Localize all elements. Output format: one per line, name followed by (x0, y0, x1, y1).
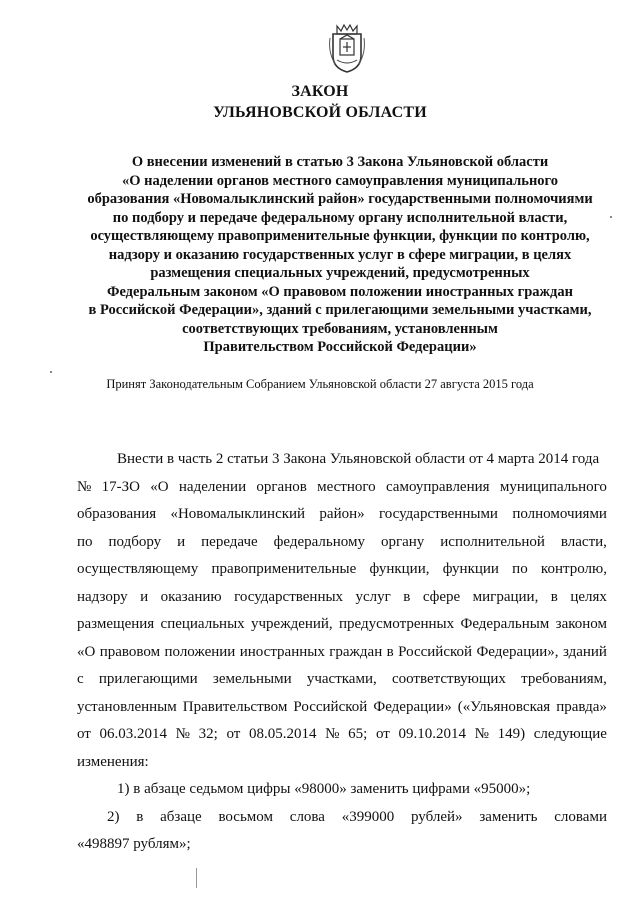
law-heading (60, 153, 620, 357)
body-word: осуществляющему (77, 561, 199, 577)
body-word: 09.10.2014 (398, 726, 466, 742)
body-word: от (375, 726, 390, 742)
body-word: 2) (107, 808, 120, 825)
body-word: власти, (560, 533, 607, 550)
body-word: подбору (108, 533, 162, 550)
scan-mark (196, 868, 197, 888)
body-line (77, 446, 607, 474)
body-word: от (226, 726, 241, 742)
body-line (77, 639, 607, 667)
body-word: в (136, 808, 144, 825)
body-line (77, 831, 607, 859)
body-line (77, 721, 607, 749)
body-line (77, 501, 607, 529)
body-word: в (386, 643, 394, 660)
body-word: местного (317, 478, 376, 495)
body-line (77, 529, 607, 557)
body-line (77, 556, 607, 584)
heading-line: Правительством Российской Федерации» (203, 339, 477, 355)
body-word: предусмотренных (339, 616, 455, 632)
body-word: граждан (329, 643, 383, 660)
body-word: федеральному (273, 533, 365, 550)
body-word: 17-ЗО (101, 478, 140, 495)
body-word: Федерации», (476, 643, 559, 660)
body-word: контролю, (540, 561, 607, 577)
body-word: 1) в абзаце седьмом цифры «98000» заменить цифрами «95000»; (117, 781, 531, 797)
body-word: правоприменительные (211, 561, 357, 577)
body-word: район» (319, 506, 365, 522)
body-word: по (77, 533, 93, 550)
body-line (77, 804, 607, 832)
body-word: от (77, 726, 91, 742)
body-word: № (77, 478, 92, 495)
body-word: Российской (293, 698, 368, 715)
body-word: № (474, 726, 489, 742)
body-word: словами (554, 808, 607, 825)
body-word: следующие (533, 726, 607, 742)
body-word: рублей» (411, 808, 463, 825)
scan-speck (50, 371, 52, 373)
body-word: размещения (77, 616, 155, 632)
body-word: с (77, 671, 84, 687)
body-line (77, 666, 607, 694)
body-word: 08.05.2014 (248, 726, 317, 742)
heading-line: О внесении изменений в статью 3 Закона Ульяновской области (131, 154, 549, 170)
law-body (77, 446, 607, 859)
body-word: учреждений, (251, 616, 333, 632)
body-word: заменить (479, 808, 538, 825)
body-word: «О (150, 478, 169, 495)
ulyanovsk-coat-of-arms-icon (327, 22, 367, 74)
heading-line: размещения специальных учреждений, предусмотренных (150, 265, 530, 281)
body-word: № (175, 726, 190, 742)
body-word: 32; (198, 726, 218, 742)
body-word: «О (77, 643, 96, 660)
heading-line: Федеральным законом «О правовом положении иностранных граждан (106, 283, 573, 300)
body-word: («Ульяновская (457, 698, 551, 715)
body-word: миграции, (472, 588, 539, 605)
body-word: в (550, 588, 558, 605)
body-word: установленным (77, 698, 177, 715)
body-word: № (325, 726, 340, 742)
body-word: специальных (160, 616, 245, 632)
body-word: Внести в часть 2 статьи 3 Закона Ульяновской области от 4 марта 2014 года (117, 451, 600, 467)
body-word: и (140, 588, 149, 605)
body-word: в (403, 588, 411, 605)
body-word: государственных (234, 588, 344, 605)
body-word: «Новомалыклинский (170, 506, 306, 522)
body-word: Правительством (182, 698, 288, 715)
body-line (77, 776, 607, 804)
body-word: и (177, 533, 186, 550)
body-word: органу (380, 533, 425, 550)
body-word: 06.03.2014 (99, 726, 168, 742)
body-word: органов (256, 478, 307, 495)
body-line (77, 611, 607, 639)
body-word: услуг (355, 588, 391, 605)
body-word: оказанию (160, 588, 222, 605)
body-line (77, 584, 607, 612)
body-word: Федерации» (373, 698, 452, 715)
body-word: государственными (378, 506, 498, 522)
heading-line: соответствующих требованиям, установленным (182, 320, 498, 337)
body-word: полномочиями (512, 506, 607, 522)
body-word: наделении (178, 478, 247, 495)
heading-line: в Российской Федерации», зданий с прилегающими земельными участками, (88, 302, 592, 318)
body-word: изменения: (77, 753, 149, 770)
heading-line: образования «Новомалыклинский район» государственными полномочиями (87, 191, 593, 207)
body-word: абзаце (160, 808, 202, 825)
body-word: 149) (497, 726, 526, 742)
body-word: соответствующих (391, 671, 506, 687)
body-word: целях (570, 588, 607, 605)
body-word: «498897 рублям»; (77, 836, 191, 852)
body-word: прилегающими (98, 671, 198, 687)
body-word: 65; (348, 726, 368, 742)
scan-speck (610, 216, 612, 218)
document-region: УЛЬЯНОВСКОЙ ОБЛАСТИ (213, 104, 427, 121)
body-word: земельными (212, 671, 292, 687)
body-word: законом (555, 616, 607, 632)
body-word: исполнительной (440, 533, 545, 550)
body-word: муниципального (499, 478, 607, 495)
body-word: передаче (201, 533, 258, 550)
body-word: функции, (369, 561, 430, 577)
body-word: слова (289, 808, 325, 825)
heading-line: по подбору и передаче федеральному органу исполнительной власти, (112, 209, 568, 226)
body-word: участками, (306, 671, 377, 687)
body-line (77, 694, 607, 722)
heading-line: надзору и оказанию государственных услуг в сфере миграции, в целях (108, 246, 572, 263)
body-word: правовом (99, 643, 161, 660)
body-word: по (512, 561, 528, 577)
body-word: самоуправления (385, 478, 490, 495)
body-word: восьмом (218, 808, 274, 825)
heading-line: осуществляющему правоприменительные функции, функции по контролю, (90, 228, 590, 244)
body-word: Федеральным (460, 616, 550, 632)
heading-line: «О наделении органов местного самоуправления муниципального (121, 172, 559, 189)
body-word: «399000 (341, 808, 395, 825)
adoption-note: Принят Законодательным Собранием Ульяновской области 27 августа 2015 года (106, 377, 534, 391)
body-word: требованиям, (521, 671, 607, 687)
body-word: образования (77, 506, 157, 522)
document-title: ЗАКОН (291, 83, 349, 100)
body-word: надзору (77, 588, 128, 605)
body-line (77, 749, 607, 777)
body-word: Российской (398, 643, 473, 660)
body-word: положении (164, 643, 236, 660)
body-word: иностранных (239, 643, 325, 660)
body-word: правда» (556, 698, 607, 715)
body-line (77, 474, 607, 502)
body-word: зданий (562, 643, 607, 660)
body-word: функции (442, 561, 499, 577)
body-word: сфере (422, 588, 461, 605)
